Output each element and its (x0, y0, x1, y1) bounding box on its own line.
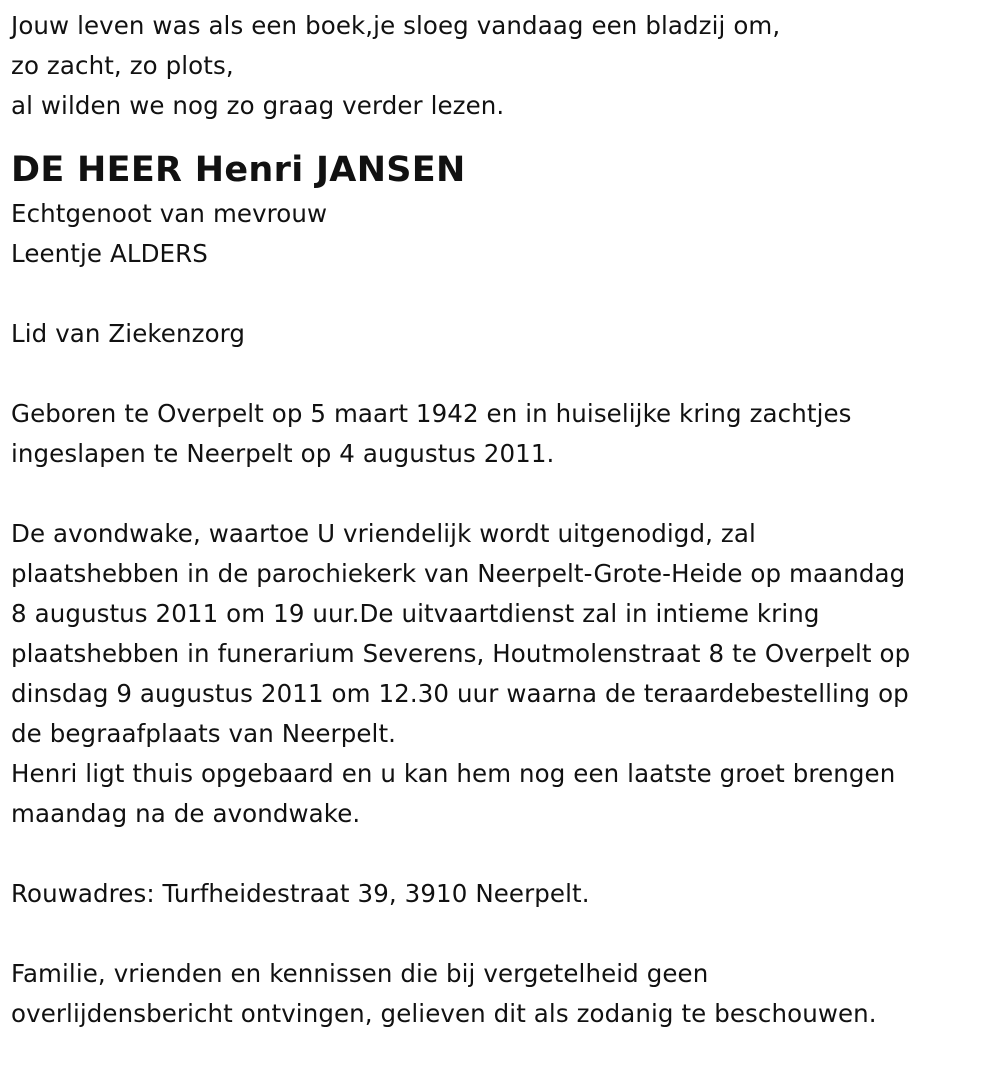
poem (11, 6, 996, 126)
spacer (11, 914, 996, 954)
ceremony-line: plaatshebben in de parochiekerk van Neerpelt-Grote-Heide op maandag (11, 559, 906, 588)
spouse-line: Echtgenoot van mevrouw (11, 199, 328, 228)
deceased-name-title: DE HEER Henri JANSEN (11, 150, 466, 190)
poem-line: zo zacht, zo plots, (11, 51, 234, 80)
poem-line: al wilden we nog zo graag verder lezen. (11, 91, 505, 120)
spouse-name: Leentje ALDERS (11, 239, 208, 268)
notice-info (11, 954, 996, 1034)
membership: Lid van Ziekenzorg (11, 319, 246, 348)
spouse-info (11, 194, 996, 274)
poem-line: Jouw leven was als een boek,je sloeg vandaag een bladzij om, (11, 11, 781, 40)
ceremony-info (11, 514, 996, 834)
spacer (11, 126, 996, 146)
ceremony-line: de begraafplaats van Neerpelt. (11, 719, 397, 748)
notice-line: overlijdensbericht ontvingen, gelieven dit als zodanig te beschouwen. (11, 999, 877, 1028)
ceremony-line: Henri ligt thuis opgebaard en u kan hem nog een laatste groet brengen (11, 759, 896, 788)
notice-line: Familie, vrienden en kennissen die bij vergetelheid geen (11, 959, 709, 988)
birth-death-info (11, 394, 996, 474)
birth-death-line: Geboren te Overpelt op 5 maart 1942 en in huiselijke kring zachtjes (11, 399, 852, 428)
mourning-address: Rouwadres: Turfheidestraat 39, 3910 Neerpelt. (11, 879, 590, 908)
spacer (11, 834, 996, 874)
ceremony-line: plaatshebben in funerarium Severens, Houtmolenstraat 8 te Overpelt op (11, 639, 911, 668)
ceremony-line: dinsdag 9 augustus 2011 om 12.30 uur waarna de teraardebestelling op (11, 679, 909, 708)
birth-death-line: ingeslapen te Neerpelt op 4 augustus 2011. (11, 439, 555, 468)
obituary-notice (11, 6, 996, 1034)
spacer (11, 474, 996, 514)
ceremony-line: maandag na de avondwake. (11, 799, 361, 828)
spacer (11, 354, 996, 394)
ceremony-line: 8 augustus 2011 om 19 uur.De uitvaartdienst zal in intieme kring (11, 599, 820, 628)
ceremony-line: De avondwake, waartoe U vriendelijk wordt uitgenodigd, zal (11, 519, 756, 548)
spacer (11, 274, 996, 314)
